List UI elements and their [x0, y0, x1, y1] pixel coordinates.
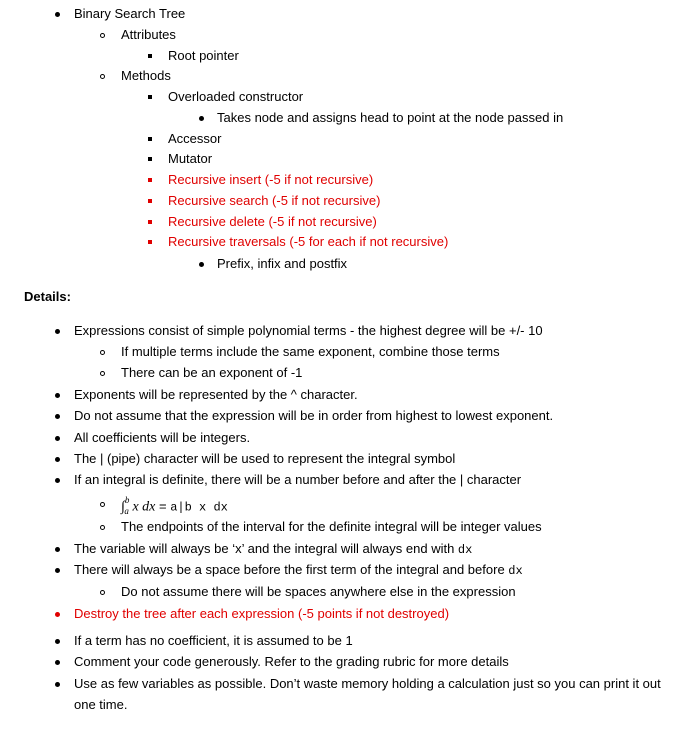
integral-upper-limit: b — [124, 495, 130, 505]
bullet-disc — [55, 568, 60, 573]
comment-text: Comment your code generously. Refer to the grading rubric for more details — [74, 654, 509, 669]
few-vars-text-1: Use as few variables as possible. Don’t waste memory holding a calculation just so you can print it out — [74, 676, 661, 691]
bullet-disc — [55, 436, 60, 441]
recursive-delete-label: Recursive delete (-5 if not recursive) — [168, 214, 377, 229]
variable-text-main: The variable will always be ‘x’ and the integral will always end with — [74, 541, 458, 556]
bullet-square — [148, 54, 152, 58]
bullet-disc — [55, 329, 60, 334]
bullet-square — [148, 240, 152, 244]
endpoints-text: The endpoints of the interval for the definite integral will be integer values — [121, 519, 542, 534]
not-in-order-text: Do not assume that the expression will be in order from highest to lowest exponent. — [74, 408, 554, 423]
definite-text: If an integral is definite, there will be a number before and after the | character — [74, 472, 522, 487]
coefficients-text: All coefficients will be integers. — [74, 430, 251, 445]
bullet-disc — [55, 478, 60, 483]
recursive-traversals-label: Recursive traversals (-5 for each if not recursive) — [168, 234, 449, 249]
methods-label: Methods — [121, 68, 171, 83]
bullet-circle — [100, 590, 105, 595]
bullet-disc — [199, 262, 204, 267]
bullet-circle — [100, 74, 105, 79]
exponents-caret-text: Exponents will be represented by the ^ character. — [74, 387, 358, 402]
bullet-disc — [55, 393, 60, 398]
bullet-square — [148, 157, 152, 161]
bullet-square — [148, 137, 152, 141]
no-spaces-text: Do not assume there will be spaces anywhere else in the expression — [121, 584, 516, 599]
prefix-infix-postfix-label: Prefix, infix and postfix — [217, 256, 348, 271]
recursive-insert-label: Recursive insert (-5 if not recursive) — [168, 172, 374, 187]
variable-text — [74, 541, 472, 558]
bullet-circle — [100, 525, 105, 530]
bullet-circle — [100, 371, 105, 376]
bullet-circle — [100, 350, 105, 355]
bullet-disc — [55, 547, 60, 552]
destroy-text: Destroy the tree after each expression (-5 points if not destroyed) — [74, 606, 450, 621]
bullet-disc — [55, 12, 60, 17]
overloaded-constructor-label: Overloaded constructor — [168, 89, 304, 104]
pipe-char-text: The | (pipe) character will be used to represent the integral symbol — [74, 451, 456, 466]
expressions-text: Expressions consist of simple polynomial terms - the highest degree will be +/- 10 — [74, 323, 543, 338]
bullet-disc — [55, 612, 60, 617]
bullet-disc — [55, 414, 60, 419]
formula — [121, 494, 228, 519]
exponent-minus1-text: There can be an exponent of -1 — [121, 365, 303, 380]
integral-lower-limit: a — [124, 505, 129, 516]
integral-sign: ∫ — [121, 499, 125, 515]
bullet-disc — [55, 457, 60, 462]
bullet-disc — [199, 116, 204, 121]
attributes-label: Attributes — [121, 27, 176, 42]
equals-sign: = — [155, 498, 171, 514]
no-coefficient-text: If a term has no coefficient, it is assumed to be 1 — [74, 633, 353, 648]
integrand: x dx — [132, 499, 156, 515]
bullet-disc — [55, 660, 60, 665]
takes-node-label: Takes node and assigns head to point at the node passed in — [217, 110, 564, 125]
few-vars-text-2: one time. — [74, 697, 128, 712]
root-pointer-label: Root pointer — [168, 48, 239, 63]
bst-label: Binary Search Tree — [74, 6, 186, 21]
bullet-square — [148, 199, 152, 203]
dx-code: dx — [457, 543, 473, 557]
bullet-disc — [55, 682, 60, 687]
integral-code: a|b x dx — [170, 500, 228, 515]
bullet-square — [148, 220, 152, 224]
space-before-text-main: There will always be a space before the first term of the integral and before — [74, 562, 509, 577]
bullet-circle — [100, 502, 105, 507]
bullet-square — [148, 178, 152, 182]
bullet-square — [148, 95, 152, 99]
mutator-label: Mutator — [168, 151, 213, 166]
space-before-text — [74, 562, 523, 579]
accessor-label: Accessor — [168, 131, 222, 146]
bullet-disc — [55, 639, 60, 644]
details-heading: Details: — [24, 289, 71, 304]
bullet-circle — [100, 33, 105, 38]
recursive-search-label: Recursive search (-5 if not recursive) — [168, 193, 381, 208]
dx-code: dx — [508, 564, 523, 578]
multiple-terms-text: If multiple terms include the same exponent, combine those terms — [121, 344, 500, 359]
